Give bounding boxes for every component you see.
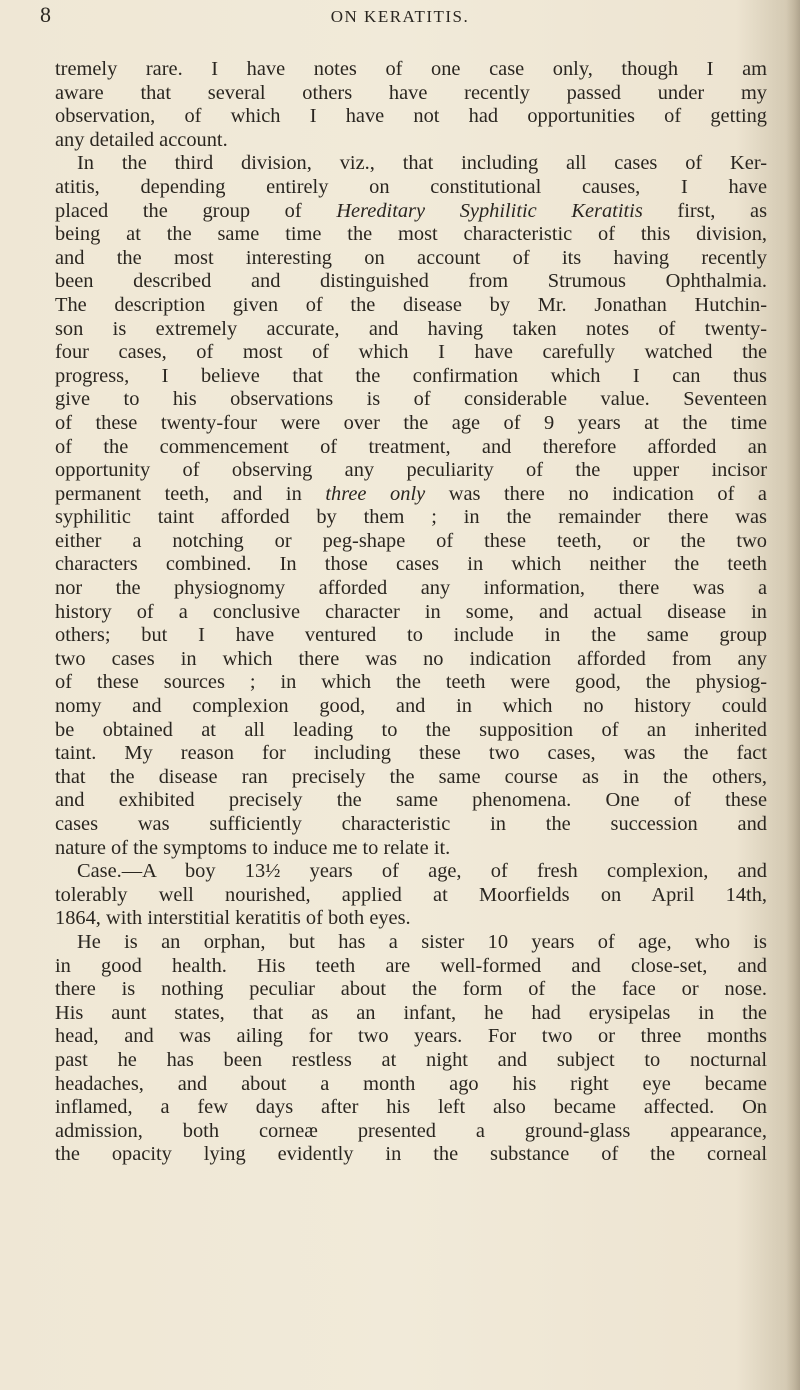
text-line: that the disease ran precisely the same course as in the others, (55, 765, 767, 788)
text-line: of the commencement of treatment, and therefore afforded an (55, 435, 767, 458)
running-head: ON KERATITIS. (330, 7, 470, 26)
text-line: nature of the symptoms to induce me to relate it. (55, 836, 451, 859)
text-line: nor the physiognomy afforded any information, there was a (55, 577, 767, 600)
text-line: and the most interesting on account of its having recently (55, 246, 767, 269)
text-line: progress, I believe that the confirmation which I can thus (55, 364, 767, 387)
text-run: was there no indication of a (425, 482, 767, 505)
text-line: nomy and complexion good, and in which no history could (55, 695, 767, 718)
text-line: past he has been restless at night and subject to nocturnal (55, 1048, 767, 1071)
text-line: aware that several others have recently passed under my (55, 81, 767, 104)
text-line: tolerably well nourished, applied at Moorfields on April 14th, (55, 883, 767, 906)
text-line: The description given of the disease by Mr. Jonathan Hutchin- (55, 293, 767, 316)
italic-phrase: Hereditary Syphilitic Keratitis (336, 199, 643, 222)
text-line: admission, both corneæ presented a ground-glass appearance, (55, 1119, 767, 1142)
text-line: history of a conclusive character in some, and actual disease in (55, 600, 767, 623)
text-line: syphilitic taint afforded by them ; in the remainder there was (55, 506, 767, 529)
text-line: four cases, of most of which I have carefully watched the (55, 341, 767, 364)
text-line: opportunity of observing any peculiarity of the upper incisor (55, 459, 767, 482)
text-line: observation, of which I have not had opportunities of getting (55, 105, 767, 128)
text-line: In the third division, viz., that including all cases of Ker- (77, 152, 767, 175)
text-line: tremely rare. I have notes of one case only, though I am (55, 58, 767, 80)
text-line: inflamed, a few days after his left also became affected. On (55, 1096, 767, 1119)
page-number: 8 (40, 2, 51, 27)
italic-phrase: three only (325, 482, 426, 505)
body-text (55, 58, 767, 1167)
text-line: two cases in which there was no indication afforded from any (55, 647, 767, 670)
page-edge-shadow (786, 0, 800, 1390)
text-line: cases was sufficiently characteristic in the succession and (55, 813, 767, 835)
text-line: 1864, with interstitial keratitis of both eyes. (55, 907, 411, 930)
text-line: characters combined. In those cases in which neither the teeth (55, 553, 767, 576)
text-line: head, and was ailing for two years. For two or three months (55, 1025, 767, 1048)
text-line: atitis, depending entirely on constitutional causes, I have (55, 175, 767, 198)
text-line: others; but I have ventured to include in the same group (55, 624, 767, 647)
text-line: Case.—A boy 13½ years of age, of fresh complexion, and (77, 860, 767, 883)
text-line: either a notching or peg-shape of these teeth, or the two (55, 529, 767, 552)
text-line: of these twenty-four were over the age of 9 years at the time (55, 411, 767, 434)
page-header (0, 0, 800, 36)
text-line (55, 200, 767, 224)
text-run: placed the group of (55, 199, 337, 222)
text-line: in good health. His teeth are well-formed and close-set, and (55, 954, 767, 977)
text-line: any detailed account. (55, 128, 228, 151)
text-line: of these sources ; in which the teeth were good, the physiog- (55, 671, 767, 694)
text-line: be obtained at all leading to the supposition of an inherited (55, 718, 767, 741)
text-line: the opacity lying evidently in the substance of the corneal (55, 1143, 767, 1166)
text-line: being at the same time the most characteristic of this division, (55, 223, 767, 246)
text-run: permanent teeth, and in (55, 482, 326, 505)
text-line: taint. My reason for including these two cases, was the fact (55, 742, 767, 765)
text-line: give to his observations is of considerable value. Seventeen (55, 388, 767, 411)
text-line: He is an orphan, but has a sister 10 years of age, who is (77, 930, 767, 953)
text-run: first, as (642, 199, 767, 222)
text-line: there is nothing peculiar about the form of the face or nose. (55, 978, 767, 1001)
text-line (55, 483, 767, 507)
text-line: son is extremely accurate, and having taken notes of twenty- (55, 317, 767, 340)
text-line: headaches, and about a month ago his right eye became (55, 1072, 767, 1095)
text-line: and exhibited precisely the same phenomena. One of these (55, 789, 767, 812)
text-line: been described and distinguished from Strumous Ophthalmia. (55, 270, 767, 293)
text-line: His aunt states, that as an infant, he had erysipelas in the (55, 1001, 767, 1024)
